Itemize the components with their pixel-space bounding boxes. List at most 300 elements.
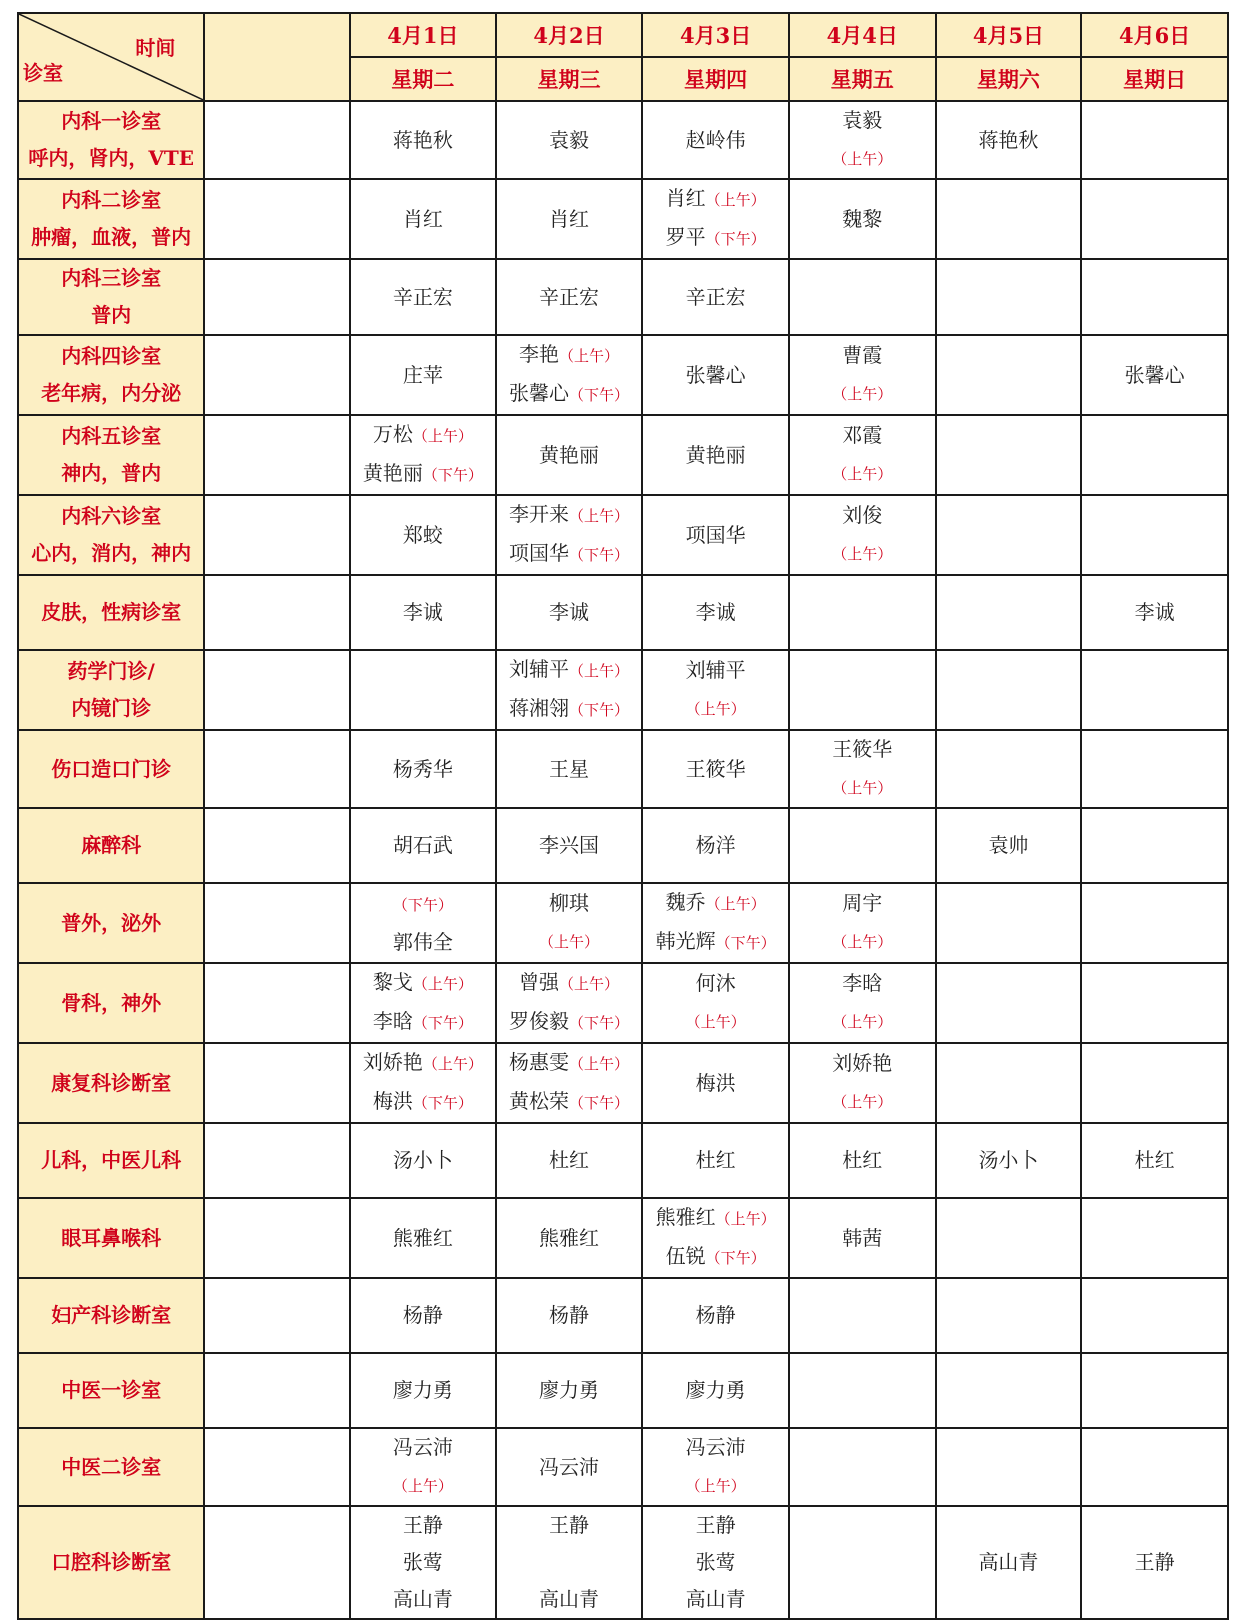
doctor-entry: [790, 1142, 935, 1179]
doctor-name: 庄苹: [402, 362, 443, 387]
schedule-cell: [1081, 101, 1228, 179]
schedule-cell: [1081, 575, 1228, 650]
doctor-name: 王星: [548, 756, 589, 781]
doctor-name: 邓霞: [842, 423, 883, 447]
doctor-name: 辛正宏: [538, 284, 599, 309]
schedule-cell: [936, 730, 1082, 808]
doctor-entry: [497, 1372, 642, 1409]
schedule-cell: [789, 963, 936, 1043]
schedule-row: [18, 415, 1228, 495]
doctor-entry: [790, 497, 935, 534]
doctor-name: 王静: [1134, 1550, 1175, 1574]
room-name-line: 内科二诊室: [61, 188, 162, 212]
doctor-name: 王静: [695, 1513, 736, 1537]
session-note: （下午）: [715, 934, 776, 952]
doctor-entry: [497, 1449, 642, 1486]
schedule-cell: [642, 1278, 789, 1353]
room-name-cell: [18, 1043, 204, 1123]
schedule-cell: [350, 335, 496, 415]
doctor-name: 刘辅平: [508, 657, 569, 681]
session-note: （下午）: [705, 1249, 766, 1267]
schedule-cell: [1081, 1198, 1228, 1278]
doctor-entry: [790, 139, 935, 178]
schedule-cell: [1081, 650, 1228, 730]
schedule-cell: [496, 650, 643, 730]
schedule-cell: [789, 1278, 936, 1353]
schedule-cell: [789, 1506, 936, 1619]
session-note: （上午）: [538, 933, 599, 951]
schedule-cell: [789, 179, 936, 259]
schedule-cell: [496, 495, 643, 575]
session-note: （下午）: [568, 701, 629, 719]
schedule-cell: [496, 1198, 643, 1278]
doctor-name: 李开来: [508, 502, 569, 526]
doctor-name: 李晗: [842, 971, 883, 995]
weekday-header: 星期四: [642, 57, 789, 101]
schedule-cell: [350, 1043, 496, 1123]
doctor-name: 何沐: [695, 971, 736, 995]
corner-time-label: 时间: [135, 36, 176, 60]
doctor-name: 梅洪: [695, 1070, 736, 1095]
doctor-entry: [1082, 1142, 1227, 1179]
doctor-name: 熊雅红: [392, 1225, 453, 1250]
doctor-entry: [351, 924, 495, 961]
schedule-cell: [642, 415, 789, 495]
doctor-name: 魏乔: [665, 890, 706, 914]
doctor-entry: [497, 922, 642, 961]
doctor-name: 黎戈: [372, 970, 413, 994]
blank-cell: [204, 335, 350, 415]
doctor-entry: [351, 122, 495, 159]
schedule-row: [18, 1353, 1228, 1428]
doctor-name: 韩茜: [842, 1225, 883, 1250]
doctor-name: 高山青: [978, 1550, 1039, 1574]
doctor-name: 郑蛟: [402, 522, 443, 547]
doctor-entry: [643, 1238, 788, 1277]
doctor-name: 廖力勇: [538, 1378, 599, 1402]
doctor-name: 张馨心: [1124, 362, 1185, 387]
doctor-name: 柳琪: [548, 891, 589, 915]
doctor-name: 肖红: [665, 186, 706, 210]
room-name-cell: [18, 101, 204, 179]
schedule-cell: [642, 650, 789, 730]
schedule-table: [17, 12, 1229, 1620]
schedule-row: [18, 1506, 1228, 1619]
schedule-cell: [350, 1278, 496, 1353]
doctor-name: 辛正宏: [392, 284, 453, 309]
doctor-entry: [497, 336, 642, 375]
schedule-cell: [642, 1353, 789, 1428]
room-name-line: 中医二诊室: [61, 1454, 162, 1479]
room-name-line: 药学门诊/: [67, 659, 155, 683]
doctor-entry: [643, 1466, 788, 1505]
session-note: （上午）: [568, 662, 629, 680]
room-name-line: 口腔科诊断室: [51, 1550, 172, 1574]
doctor-entry: [351, 1466, 495, 1505]
doctor-name: 刘娇艳: [362, 1050, 423, 1074]
doctor-name: 杜红: [842, 1148, 883, 1172]
room-name-line: 神内，普内: [61, 461, 162, 485]
schedule-cell: [350, 1506, 496, 1619]
room-name-cell: [18, 1198, 204, 1278]
doctor-entry: [1082, 1544, 1227, 1581]
session-note: （上午）: [705, 191, 766, 209]
doctor-entry: [497, 375, 642, 414]
blank-cell: [204, 179, 350, 259]
doctor-entry: [497, 437, 642, 474]
schedule-cell: [496, 575, 643, 650]
blank-cell: [204, 259, 350, 335]
schedule-cell: [496, 415, 643, 495]
schedule-row: [18, 808, 1228, 883]
doctor-entry: [497, 751, 642, 788]
blank-cell: [204, 1506, 350, 1619]
schedule-row: [18, 1043, 1228, 1123]
weekday-header: 星期五: [789, 57, 936, 101]
schedule-cell: [642, 808, 789, 883]
session-note: （上午）: [558, 975, 619, 993]
doctor-entry: [643, 1429, 788, 1466]
room-name-cell: [18, 808, 204, 883]
schedule-cell: [1081, 495, 1228, 575]
schedule-row: [18, 495, 1228, 575]
doctor-entry: [497, 964, 642, 1003]
doctor-name: 刘辅平: [685, 658, 746, 682]
doctor-name: 王静: [402, 1513, 443, 1537]
blank-header-cell: [204, 13, 350, 101]
room-name-line: 普外，泌外: [61, 910, 162, 935]
blank-cell: [204, 415, 350, 495]
doctor-entry: [937, 1544, 1081, 1581]
doctor-entry: [790, 1002, 935, 1041]
schedule-cell: [936, 1428, 1082, 1506]
schedule-cell: [496, 963, 643, 1043]
schedule-cell: [936, 1278, 1082, 1353]
session-note: （上午）: [568, 1055, 629, 1073]
doctor-name: 杨静: [548, 1303, 589, 1327]
doctor-entry: [351, 1372, 495, 1409]
doctor-name: 冯云沛: [538, 1454, 599, 1479]
schedule-cell: [789, 1043, 936, 1123]
doctor-name: 张莺: [695, 1550, 736, 1574]
schedule-cell: [642, 963, 789, 1043]
session-note: （上午）: [832, 933, 893, 951]
doctor-entry: [351, 1544, 495, 1581]
doctor-name: 杨洋: [695, 833, 736, 857]
doctor-entry: [351, 827, 495, 864]
room-name-line: 心内，消内，神内: [31, 541, 192, 565]
doctor-name: 袁毅: [548, 127, 589, 152]
doctor-name: 张馨心: [685, 362, 746, 387]
doctor-name: 万松: [372, 422, 413, 446]
doctor-entry: [351, 1003, 495, 1042]
schedule-cell: [496, 1278, 643, 1353]
schedule-cell: [936, 1198, 1082, 1278]
room-name-cell: [18, 963, 204, 1043]
doctor-name: 罗俊毅: [508, 1009, 569, 1033]
schedule-cell: [496, 179, 643, 259]
doctor-name: 廖力勇: [392, 1378, 453, 1402]
blank-cell: [204, 883, 350, 963]
room-name-line: 内科三诊室: [61, 266, 162, 290]
room-name-cell: [18, 1353, 204, 1428]
session-note: （上午）: [412, 427, 473, 445]
doctor-entry: [497, 279, 642, 316]
session-note: （上午）: [832, 150, 893, 168]
doctor-entry: [643, 1372, 788, 1409]
doctor-entry: [643, 180, 788, 219]
room-name-cell: [18, 179, 204, 259]
doctor-name: 韩光辉: [655, 929, 716, 953]
doctor-entry: [497, 827, 642, 864]
doctor-name: 黄松荣: [508, 1089, 569, 1113]
room-name-line: 麻醉科: [81, 833, 142, 857]
doctor-name: 汤小卜: [978, 1148, 1039, 1172]
blank-cell: [204, 650, 350, 730]
doctor-name: 杨秀华: [392, 756, 453, 781]
room-name-line: 老年病，内分泌: [41, 381, 182, 405]
schedule-cell: [642, 883, 789, 963]
room-name-cell: [18, 1506, 204, 1619]
doctor-entry: [643, 923, 788, 962]
schedule-cell: [496, 101, 643, 179]
doctor-entry: [497, 496, 642, 535]
session-note: （上午）: [422, 1055, 483, 1073]
schedule-cell: [642, 259, 789, 335]
doctor-entry: [937, 122, 1081, 159]
date-header: 4月2日: [496, 13, 643, 57]
doctor-name: 李诚: [1134, 600, 1175, 624]
weekday-header: 星期二: [350, 57, 496, 101]
session-note: （下午）: [568, 1094, 629, 1112]
doctor-entry: [643, 594, 788, 631]
schedule-cell: [789, 1353, 936, 1428]
room-name-line: 儿科，中医儿科: [41, 1148, 182, 1172]
doctor-entry: [643, 1199, 788, 1238]
session-note: （下午）: [392, 896, 453, 914]
doctor-entry: [497, 885, 642, 922]
schedule-cell: [936, 495, 1082, 575]
room-name-line: 普内: [91, 303, 132, 327]
doctor-entry: [497, 1297, 642, 1334]
schedule-cell: [642, 730, 789, 808]
doctor-entry: [790, 102, 935, 139]
doctor-entry: [497, 1083, 642, 1122]
schedule-cell: [350, 101, 496, 179]
blank-cell: [204, 730, 350, 808]
doctor-entry: [497, 690, 642, 729]
doctor-name: 王静: [548, 1513, 589, 1537]
doctor-entry: [643, 357, 788, 394]
doctor-name: 张莺: [402, 1550, 443, 1574]
doctor-entry: [790, 1082, 935, 1121]
schedule-cell: [1081, 1278, 1228, 1353]
room-name-cell: [18, 650, 204, 730]
schedule-row: [18, 335, 1228, 415]
doctor-entry: [351, 517, 495, 554]
room-name-line: 内科一诊室: [61, 109, 162, 133]
doctor-name: 李晗: [372, 1009, 413, 1033]
doctor-entry: [497, 1003, 642, 1042]
doctor-name: 胡石武: [392, 833, 453, 857]
doctor-entry: [643, 751, 788, 788]
schedule-cell: [350, 808, 496, 883]
session-note: （上午）: [685, 1013, 746, 1031]
doctor-name: 赵岭伟: [685, 127, 746, 152]
doctor-entry: [790, 1045, 935, 1082]
schedule-cell: [789, 335, 936, 415]
session-note: （下午）: [568, 546, 629, 564]
schedule-cell: [936, 808, 1082, 883]
doctor-entry: [497, 1142, 642, 1179]
doctor-entry: [351, 279, 495, 316]
doctor-name: 熊雅红: [538, 1225, 599, 1250]
schedule-cell: [642, 335, 789, 415]
doctor-name: 杜红: [548, 1148, 589, 1172]
schedule-cell: [789, 259, 936, 335]
session-note: （上午）: [705, 895, 766, 913]
room-name-line: 内镜门诊: [71, 696, 152, 720]
doctor-entry: [790, 201, 935, 238]
blank-cell: [204, 1198, 350, 1278]
room-name-cell: [18, 1278, 204, 1353]
corner-header: [18, 13, 204, 101]
doctor-name: 项国华: [508, 541, 569, 565]
schedule-row: [18, 101, 1228, 179]
session-note: （下午）: [422, 466, 483, 484]
schedule-cell: [642, 179, 789, 259]
session-note: （上午）: [685, 700, 746, 718]
doctor-entry: [643, 1002, 788, 1041]
doctor-entry: [643, 1507, 788, 1544]
room-name-cell: [18, 730, 204, 808]
schedule-cell: [350, 179, 496, 259]
schedule-cell: [789, 650, 936, 730]
doctor-name: 袁帅: [988, 833, 1029, 857]
session-note: （下午）: [568, 386, 629, 404]
doctor-name: 郭伟全: [392, 930, 453, 954]
schedule-cell: [789, 883, 936, 963]
room-name-line: 肿瘤，血液，普内: [31, 225, 192, 249]
doctor-name: 李艳: [518, 342, 559, 366]
schedule-cell: [496, 259, 643, 335]
schedule-cell: [350, 575, 496, 650]
doctor-name: 高山青: [685, 1587, 746, 1611]
date-header: 4月3日: [642, 13, 789, 57]
schedule-row: [18, 730, 1228, 808]
schedule-cell: [1081, 963, 1228, 1043]
blank-cell: [204, 808, 350, 883]
room-name-line: 眼耳鼻喉科: [61, 1225, 162, 1250]
room-name-line: 内科五诊室: [61, 424, 162, 448]
doctor-name: 肖红: [548, 206, 589, 231]
doctor-name: 魏黎: [842, 206, 883, 231]
doctor-name: 杜红: [695, 1148, 736, 1172]
weekday-header: 星期日: [1081, 57, 1228, 101]
doctor-name: 冯云沛: [685, 1435, 746, 1459]
schedule-cell: [642, 101, 789, 179]
room-name-line: 呼内，肾内，VTE: [28, 146, 195, 170]
session-note: （下午）: [705, 230, 766, 248]
schedule-cell: [936, 1043, 1082, 1123]
doctor-entry: [790, 534, 935, 573]
doctor-name: 廖力勇: [685, 1378, 746, 1402]
doctor-name: 曾强: [518, 970, 559, 994]
doctor-name: 刘俊: [842, 503, 883, 527]
doctor-entry: [790, 417, 935, 454]
doctor-name: 张馨心: [508, 381, 569, 405]
room-name-line: 皮肤，性病诊室: [41, 600, 182, 624]
doctor-entry: [497, 1220, 642, 1257]
doctor-entry: [643, 689, 788, 728]
schedule-cell: [789, 415, 936, 495]
schedule-row: [18, 650, 1228, 730]
schedule-cell: [789, 730, 936, 808]
doctor-name: 罗平: [665, 225, 706, 249]
schedule-cell: [496, 1123, 643, 1198]
schedule-cell: [350, 650, 496, 730]
room-name-cell: [18, 1123, 204, 1198]
schedule-cell: [1081, 1428, 1228, 1506]
schedule-body: [18, 13, 1228, 1619]
schedule-row: [18, 575, 1228, 650]
schedule-row: [18, 883, 1228, 963]
session-note: （下午）: [568, 1014, 629, 1032]
schedule-cell: [936, 1353, 1082, 1428]
schedule-cell: [789, 808, 936, 883]
schedule-cell: [936, 963, 1082, 1043]
schedule-cell: [789, 575, 936, 650]
doctor-entry: [643, 965, 788, 1002]
schedule-cell: [1081, 1353, 1228, 1428]
schedule-cell: [496, 1353, 643, 1428]
schedule-cell: [350, 415, 496, 495]
schedule-cell: [496, 1043, 643, 1123]
room-name-cell: [18, 259, 204, 335]
doctor-entry: [643, 517, 788, 554]
schedule-cell: [936, 883, 1082, 963]
schedule-cell: [642, 495, 789, 575]
schedule-cell: [350, 963, 496, 1043]
schedule-row: [18, 1123, 1228, 1198]
schedule-cell: [350, 259, 496, 335]
doctor-name: 刘娇艳: [832, 1051, 893, 1075]
schedule-cell: [642, 1123, 789, 1198]
corner-room-label: 诊室: [23, 61, 63, 85]
doctor-entry: [937, 827, 1081, 864]
blank-cell: [204, 495, 350, 575]
room-name-line: 康复科诊断室: [51, 1070, 172, 1095]
doctor-name: 周宇: [842, 891, 883, 915]
schedule-cell: [936, 415, 1082, 495]
schedule-cell: [350, 1123, 496, 1198]
doctor-entry: [643, 884, 788, 923]
session-note: （上午）: [832, 779, 893, 797]
schedule-cell: [496, 335, 643, 415]
doctor-entry: [497, 1044, 642, 1083]
room-name-cell: [18, 335, 204, 415]
doctor-name: 伍锐: [665, 1244, 706, 1268]
doctor-entry: [643, 1065, 788, 1102]
doctor-name: 蒋艳秋: [392, 127, 453, 152]
doctor-name: 梅洪: [372, 1089, 413, 1113]
doctor-name: 肖红: [402, 206, 443, 231]
doctor-name: 王筱华: [685, 756, 746, 781]
doctor-entry: [790, 922, 935, 961]
header-row-dates: [18, 13, 1228, 57]
doctor-entry: [790, 374, 935, 413]
blank-cell: [204, 1353, 350, 1428]
